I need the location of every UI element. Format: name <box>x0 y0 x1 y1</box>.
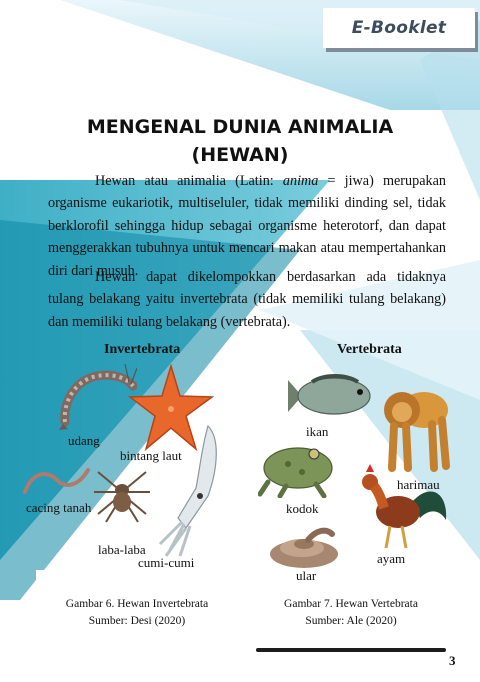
invertebrata-heading: Invertebrata <box>104 342 181 357</box>
fish-image <box>284 372 376 420</box>
label-laba-laba: laba-laba <box>98 542 146 557</box>
ebooklet-tag <box>323 8 475 48</box>
snake-image <box>264 520 342 572</box>
paragraph1-italic: anima <box>282 173 319 189</box>
page-title: MENGENAL DUNIA ANIMALIA <box>86 116 394 138</box>
earthworm-image <box>22 462 92 502</box>
caption-invertebrata-title: Gambar 6. Hewan Invertebrata <box>65 598 209 610</box>
label-bintang-laut: bintang laut <box>120 448 182 463</box>
label-ular: ular <box>296 568 317 583</box>
shrimp-image <box>55 362 137 432</box>
tiger-image <box>380 380 452 472</box>
paragraph1-part-a: Hewan atau animalia (Latin: <box>95 173 283 189</box>
squid-image <box>156 418 226 558</box>
ebooklet-label: E-Booklet <box>351 18 447 38</box>
caption-underline <box>256 648 446 652</box>
vertebrata-heading: Vertebrata <box>337 342 402 357</box>
label-harimau: harimau <box>397 477 440 492</box>
paragraph2-text: Hewan dapat dikelompokkan berdasarkan ada tidaknya tulang belakang yaitu invertebrata (tidak memiliki tulang belakang) dan memiliki tulang belakang (vertebrata). <box>48 269 446 330</box>
paragraph-classification <box>48 266 446 333</box>
label-ikan: ikan <box>306 424 329 439</box>
page-subtitle: (HEWAN) <box>191 144 289 166</box>
label-cumi-cumi: cumi-cumi <box>138 555 195 570</box>
caption-invertebrata-source: Sumber: Desi (2020) <box>88 615 186 627</box>
frog-image <box>258 438 340 498</box>
label-ayam: ayam <box>377 551 406 566</box>
caption-vertebrata-source: Sumber: Ale (2020) <box>305 615 397 627</box>
caption-vertebrata <box>253 596 449 630</box>
label-cacing-tanah: cacing tanah <box>26 500 92 515</box>
label-udang: udang <box>68 433 100 448</box>
label-kodok: kodok <box>286 501 319 516</box>
rooster-image <box>350 462 450 550</box>
page-number: 3 <box>449 653 456 668</box>
paragraph1-part-b: = jiwa) merupakan organisme eukariotik, multiseluler, tidak memiliki dinding sel, tidak berklorofil sehingga hidup sebagai organisme heterotorf, dan dapat menggerakkan tubuhnya untuk mencari makan atau mempertahankan diri dari musuh. <box>48 173 446 279</box>
caption-invertebrata <box>39 596 235 630</box>
caption-vertebrata-title: Gambar 7. Hewan Vertebrata <box>284 598 418 610</box>
spider-image <box>92 462 152 524</box>
